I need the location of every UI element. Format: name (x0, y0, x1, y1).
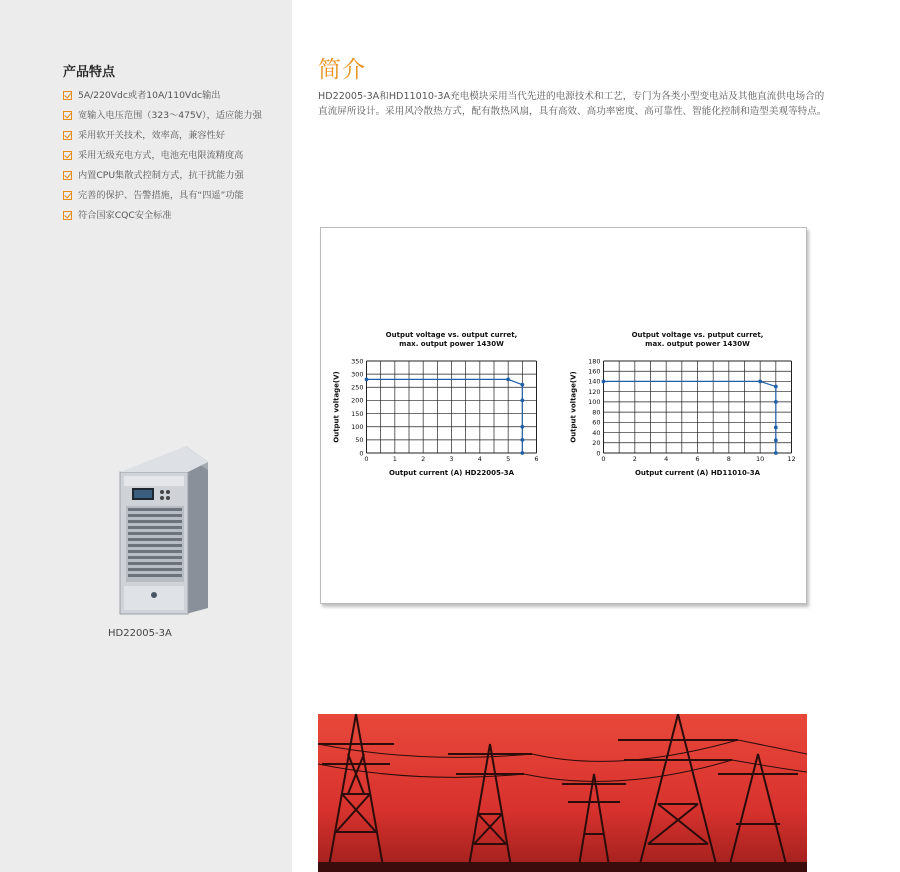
product-caption: HD22005-3A (108, 628, 172, 639)
y-tick-label: 300 (351, 370, 364, 379)
feature-item (63, 110, 263, 122)
y-tick-label: 250 (351, 383, 364, 392)
checkbox-icon (63, 131, 72, 140)
data-point (520, 438, 524, 442)
data-point (506, 378, 510, 382)
series-line (604, 381, 776, 453)
data-point (774, 451, 778, 455)
feature-text: 5A/220Vdc或者10A/110Vdc输出 (78, 90, 221, 101)
data-point (774, 426, 778, 430)
product-image (112, 440, 212, 620)
data-point (520, 451, 524, 455)
feature-item (63, 190, 263, 202)
y-axis-label: Output voltage(V) (569, 371, 578, 443)
y-axis-label: Output voltage(V) (332, 371, 341, 443)
feature-text: 内置CPU集散式控制方式，抗干扰能力强 (78, 170, 244, 181)
x-tick-label: 4 (477, 455, 482, 463)
y-tick-label: 80 (592, 408, 601, 417)
x-tick-label: 8 (726, 455, 731, 463)
feature-item (63, 210, 263, 222)
y-tick-label: 0 (359, 449, 364, 458)
x-tick-label: 10 (756, 455, 765, 463)
chart-title: max. output power 1430W (399, 340, 504, 348)
feature-text: 采用无级充电方式，电池充电限流精度高 (78, 150, 244, 161)
x-tick-label: 0 (601, 455, 606, 463)
data-point (365, 378, 369, 382)
y-tick-label: 160 (588, 367, 601, 376)
feature-text: 宽输入电压范围（323～475V），适应能力强 (78, 110, 262, 121)
y-tick-label: 120 (588, 387, 601, 396)
y-tick-label: 0 (596, 449, 601, 458)
x-axis-label: Output current (A) HD11010-3A (634, 469, 761, 477)
features-title: 产品特点 (63, 65, 116, 80)
data-point (602, 380, 606, 384)
x-tick-label: 2 (632, 455, 637, 463)
x-tick-label: 12 (787, 455, 796, 463)
data-point (774, 438, 778, 442)
y-tick-label: 60 (592, 418, 601, 427)
y-tick-label: 140 (588, 377, 601, 386)
feature-text: 完善的保护、告警措施，具有“四遥”功能 (78, 190, 244, 201)
x-tick-label: 0 (364, 455, 369, 463)
feature-item (63, 90, 263, 102)
y-tick-label: 50 (355, 436, 364, 445)
x-tick-label: 1 (392, 455, 397, 463)
data-point (520, 399, 524, 403)
checkbox-icon (63, 191, 72, 200)
checkbox-icon (63, 211, 72, 220)
y-tick-label: 150 (351, 409, 364, 418)
chart-title: Output voltage vs. output curret, (385, 331, 518, 339)
feature-item (63, 170, 263, 182)
y-tick-label: 180 (588, 357, 601, 366)
checkbox-icon (63, 91, 72, 100)
checkbox-icon (63, 111, 72, 120)
features-list (63, 90, 263, 230)
y-tick-label: 100 (588, 398, 601, 407)
y-tick-label: 200 (351, 396, 364, 405)
x-tick-label: 6 (534, 455, 539, 463)
data-point (758, 380, 762, 384)
series-line (367, 379, 523, 453)
y-tick-label: 350 (351, 357, 364, 366)
checkbox-icon (63, 171, 72, 180)
data-point (520, 425, 524, 429)
power-tower-photo (318, 714, 807, 872)
y-tick-label: 100 (351, 423, 364, 432)
x-tick-label: 4 (664, 455, 669, 463)
chart-panel (320, 227, 807, 604)
x-tick-label: 6 (695, 455, 700, 463)
intro-title: 简介 (318, 57, 366, 83)
x-tick-label: 5 (506, 455, 511, 463)
x-axis-label: Output current (A) HD22005-3A (388, 469, 515, 477)
checkbox-icon (63, 151, 72, 160)
feature-item (63, 150, 263, 162)
data-point (520, 383, 524, 387)
y-tick-label: 40 (592, 428, 601, 437)
x-tick-label: 3 (449, 455, 454, 463)
y-tick-label: 20 (592, 439, 601, 448)
data-point (774, 385, 778, 389)
feature-item (63, 130, 263, 142)
charts-svg (321, 228, 808, 605)
sidebar (0, 0, 292, 872)
feature-text: 采用软开关技术，效率高，兼容性好 (78, 130, 225, 141)
intro-text: HD22005-3A和HD11010-3A充电模块采用当代先进的电源技术和工艺，专门为各类小型变电站及其他直流供电场合的直流屏所设计。采用风冷散热方式，配有散热风扇，具有高效、高功率密度、高可靠性、智能化控制和造型美观等特点。 (318, 91, 827, 117)
chart-title: Output voltage vs. putput curret, (631, 331, 764, 339)
chart-title: max. output power 1430W (645, 340, 750, 348)
data-point (774, 400, 778, 404)
x-tick-label: 2 (421, 455, 426, 463)
feature-text: 符合国家CQC安全标准 (78, 210, 172, 221)
